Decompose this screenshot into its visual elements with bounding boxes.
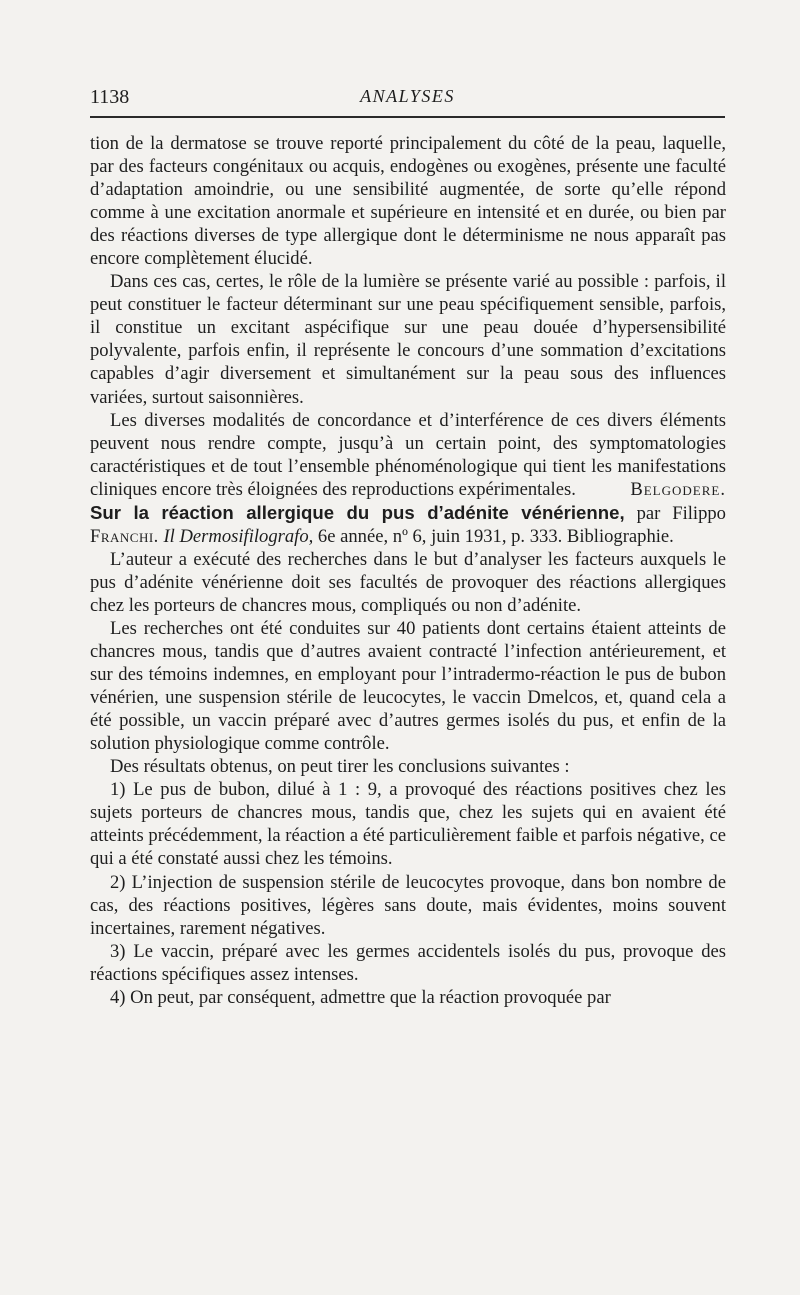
paragraph: tion de la dermatose se trouve reporté principalement du côté de la peau, laquelle, par des facteurs congénitaux ou acquis, endogènes ou exogènes, présente une faculté d’adaptation amoindrie, ou une sensibilité augmentée, de sorte qu’elle répond comme à une excitation anormale et supérieure en intensité et en durée, ou bien par des réactions diverses de type allergique dont le déterminisme ne nous apparaît pas encore complètement élucidé.	[90, 133, 726, 270]
paragraph: 4) On peut, par conséquent, admettre que la réaction provoquée par	[110, 986, 611, 1008]
paragraph: Dans ces cas, certes, le rôle de la lumière se présente varié au possible : parfois, il peut constituer le facteur déterminant sur une peau spécifiquement sensible, parfois, il constitue un excitant aspécifique sur une peau douée d’hypersensibilité polyvalente, parfois enfin, il représente le concours d’une sommation d’excitations capables d’agir diversement et simultanément sur la peau sous des influences variées, surtout saisonnières.	[90, 271, 726, 408]
page-number: 1138	[90, 86, 130, 108]
paragraph: L’auteur a exécuté des recherches dans le but d’analyser les facteurs auxquels le pus d’adénite vénérienne doit ses facultés de provoquer des réactions allergiques chez les porteurs de chancres mous, compliqués ou non d’adénite.	[90, 548, 726, 616]
article-citation: 6e année, nº 6, juin 1931, p. 333. Bibliographie.	[313, 525, 674, 547]
paragraph: 2) L’injection de suspension stérile de leucocytes provoque, dans bon nombre de cas, des réactions positives, légères sans doute, mais évidentes, moins souvent incertaines, rarement négatives.	[90, 871, 726, 939]
running-head: ANALYSES	[360, 86, 455, 106]
signature: Belgodere.	[630, 478, 726, 500]
paragraph: 3) Le vaccin, préparé avec les germes accidentels isolés du pus, provoque des réactions spécifiques assez intenses.	[90, 940, 726, 985]
paragraph: Les recherches ont été conduites sur 40 patients dont certains étaient atteints de chancres mous, tandis que d’autres avaient contracté l’infection antérieurement, et sur des témoins indemnes, en employant pour l’intradermo-réaction le pus de bubon vénérien, une suspension stérile de leucocytes, le vaccin Dmelcos, et, quand cela a été possible, un vaccin préparé avec d’autres germes isolés du pus, et enfin de la solution physiologique comme contrôle.	[90, 617, 726, 755]
page-body	[90, 132, 726, 1009]
article-title: Sur la réaction allergique du pus d’adénite vénérienne,	[90, 501, 625, 523]
page-header	[90, 86, 725, 118]
paragraph	[90, 409, 726, 501]
paragraph: Des résultats obtenus, on peut tirer les conclusions suivantes :	[110, 756, 570, 778]
article-by: par Filippo	[624, 502, 726, 524]
paragraph: 1) Le pus de bubon, dilué à 1 : 9, a provoqué des réactions positives chez les sujets porteurs de chancres mous, tandis que, chez les sujets qui en avaient été atteints précédemment, la réaction a été particulièrement faible et parfois négative, ce qui a été constaté aussi chez les témoins.	[90, 779, 726, 870]
article-journal: Il Dermosifilografo,	[163, 525, 314, 547]
article-author: Franchi.	[90, 525, 159, 547]
paragraph-text: Les diverses modalités de concordance et d’interférence de ces divers éléments peuvent nous rendre compte, jusqu’à un certain point, des symptomatologies caractéristiques et de tout l’ensemble phénoménologique qui tient les manifestations cliniques encore très éloignées des reproductions expérimentales.	[90, 409, 726, 500]
article-heading	[90, 501, 726, 548]
